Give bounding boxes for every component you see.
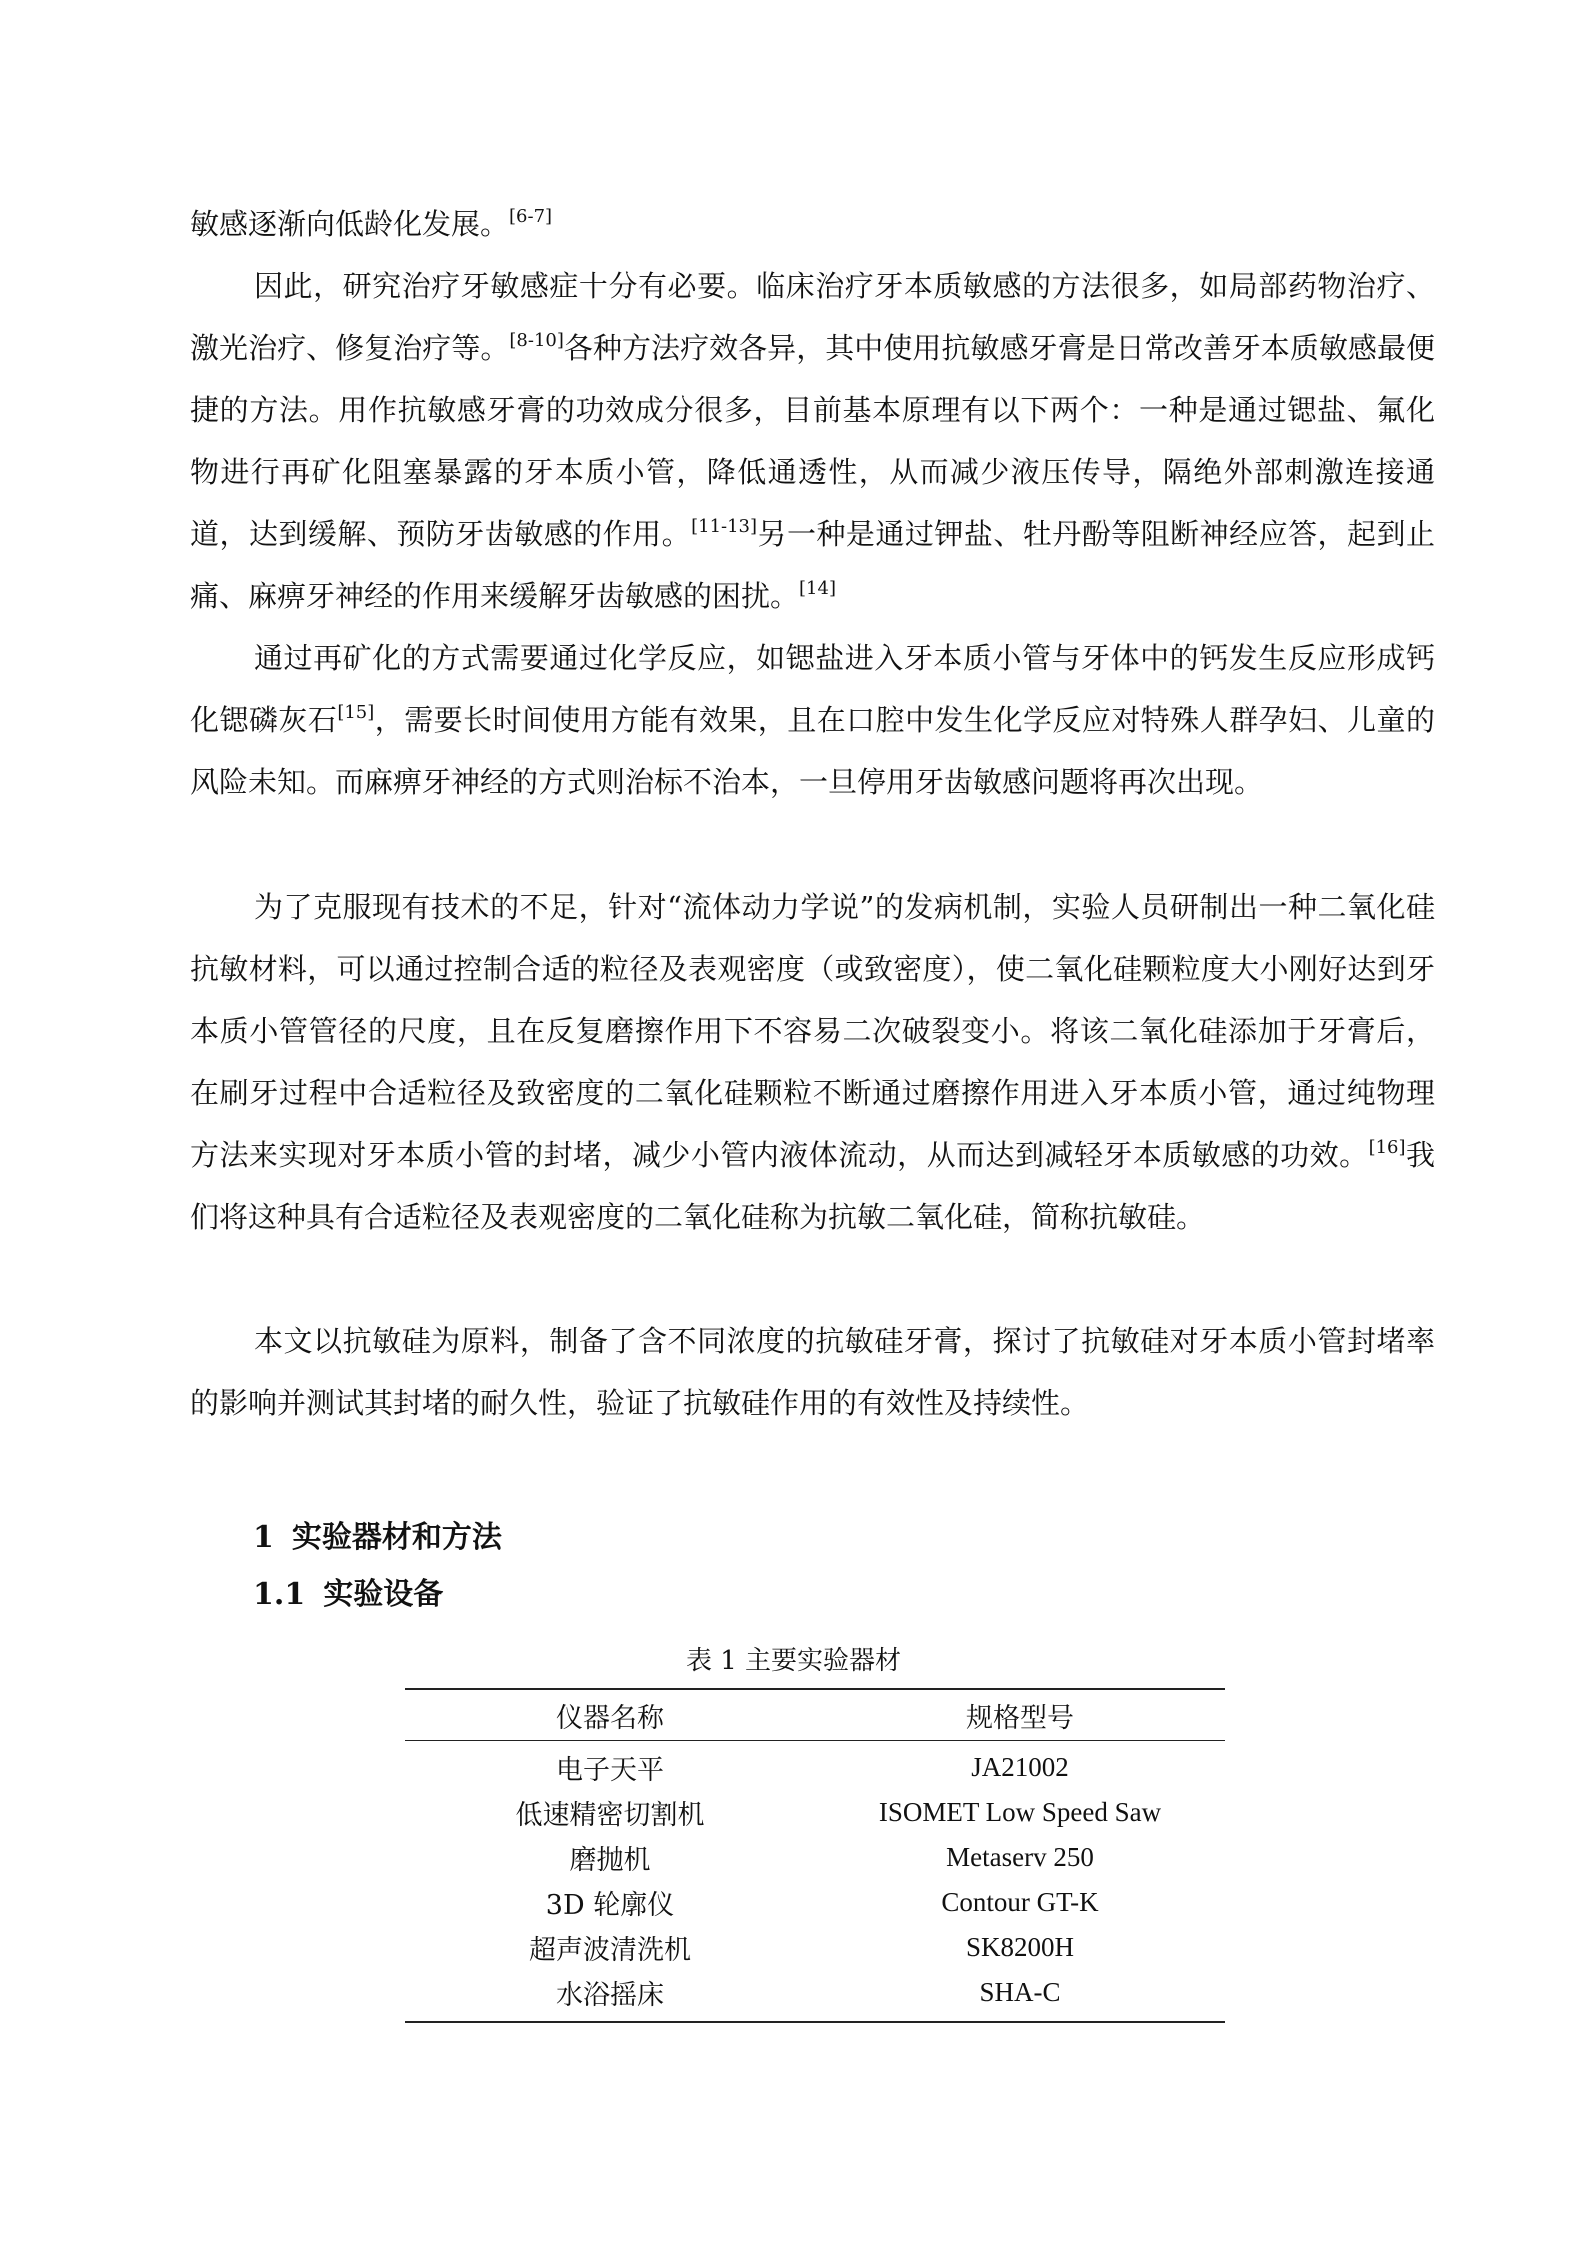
- section-number: 1.1: [253, 1577, 306, 1612]
- table-row: [405, 1741, 1225, 1791]
- citation: [14]: [799, 578, 836, 599]
- paragraph-3: [190, 876, 1435, 1248]
- instrument-name-cell: 3D 轮廓仪: [545, 1890, 675, 1921]
- paragraph-text: 通过再矿化的方式需要通过化学反应，如锶盐进入牙本质小管与牙体中的钙发生反应形成钙化锶磷灰石: [190, 641, 1435, 737]
- citation: [6-7]: [509, 206, 553, 227]
- table-header-row: [405, 1689, 1225, 1741]
- instrument-name-cell: 电子天平: [556, 1755, 664, 1786]
- citation: [16]: [1368, 1137, 1406, 1158]
- equipment-table: [405, 1688, 1225, 2023]
- paragraph-text: 因此，研究治疗牙敏感症十分有必要。临床治疗牙本质敏感的方法很多，如局部药物治疗、激光治疗、修复治疗等。: [190, 269, 1435, 365]
- paragraph-text: 为了克服现有技术的不足，针对“流体动力学说”的发病机制，实验人员研制出一种二氧化硅抗敏材料，可以通过控制合适的粒径及表观密度（或致密度），使二氧化硅颗粒度大小刚好达到牙本质小管管径的尺度，且在反复磨擦作用下不容易二次破裂变小。将该二氧化硅添加于牙膏后，在刷牙过程中合适粒径及致密度的二氧化硅颗粒不断通过磨擦作用进入牙本质小管，通过纯物理方法来实现对牙本质小管的封堵，减少小管内液体流动，从而达到减轻牙本质敏感的功效。: [190, 890, 1435, 1172]
- citation: [15]: [337, 702, 375, 723]
- paragraph-1: [190, 255, 1435, 627]
- table-row: [405, 1970, 1225, 2022]
- table-row: [405, 1880, 1225, 1925]
- model-cell: ISOMET Low Speed Saw: [878, 1797, 1162, 1827]
- model-cell: Metaserv 250: [946, 1842, 1094, 1872]
- section-title: 实验设备: [323, 1577, 444, 1612]
- table-caption: 表 1 主要实验器材: [685, 1646, 902, 1676]
- instrument-name-cell: 水浴摇床: [405, 1970, 815, 2022]
- paragraph-2: [190, 627, 1435, 813]
- table-row: [405, 1790, 1225, 1835]
- instrument-name-cell: 磨抛机: [569, 1845, 651, 1876]
- paragraph-text: 本文以抗敏硅为原料，制备了含不同浓度的抗敏硅牙膏，探讨了抗敏硅对牙本质小管封堵率的影响并测试其封堵的耐久性，验证了抗敏硅作用的有效性及持续性。: [190, 1324, 1435, 1420]
- paragraph-text: 各种方法疗效各异，其中使用抗敏感牙膏是日常改善牙本质敏感最便捷的方法。用作抗敏感牙膏的功效成分很多，目前基本原理有以下两个：一种是通过锶盐、氟化物进行再矿化阻塞暴露的牙本质小管，降低通透性，从而减少液压传导，隔绝外部刺激连接通道，达到缓解、预防牙齿敏感的作用。: [190, 331, 1435, 551]
- section-title: 实验器材和方法: [291, 1520, 502, 1555]
- citation: [11-13]: [691, 516, 758, 537]
- column-header-model: 规格型号: [815, 1689, 1225, 1741]
- instrument-name-cell: 低速精密切割机: [515, 1800, 705, 1831]
- model-cell: SK8200H: [965, 1932, 1074, 1962]
- model-cell: JA21002: [971, 1752, 1069, 1782]
- paragraph-text: 另一种是通过钾盐、牡丹酚等阻断神经应答，起到止痛、麻痹牙神经的作用来缓解牙齿敏感的困扰。: [190, 517, 1435, 613]
- table-row: [405, 1925, 1225, 1970]
- model-cell: SHA-C: [815, 1970, 1225, 2022]
- paragraph-0: [190, 193, 1435, 255]
- section-heading-1: [253, 1512, 502, 1556]
- paragraph-text: ，需要长时间使用方能有效果，且在口腔中发生化学反应对特殊人群孕妇、儿童的风险未知。而麻痹牙神经的方式则治标不治本，一旦停用牙齿敏感问题将再次出现。: [190, 703, 1435, 799]
- model-cell: Contour GT-K: [941, 1887, 1099, 1917]
- citation: [8-10]: [509, 330, 564, 351]
- column-header-name: 仪器名称: [405, 1689, 815, 1741]
- paragraph-4: [190, 1310, 1435, 1434]
- section-heading-1-1: [253, 1569, 443, 1613]
- paragraph-text: 敏感逐渐向低龄化发展。: [190, 207, 510, 241]
- paragraph-text: 我们将这种具有合适粒径及表观密度的二氧化硅称为抗敏二氧化硅，简称抗敏硅。: [190, 1138, 1435, 1234]
- table-row: [405, 1835, 1225, 1880]
- instrument-name-cell: 超声波清洗机: [529, 1935, 691, 1966]
- section-number: 1: [253, 1520, 274, 1555]
